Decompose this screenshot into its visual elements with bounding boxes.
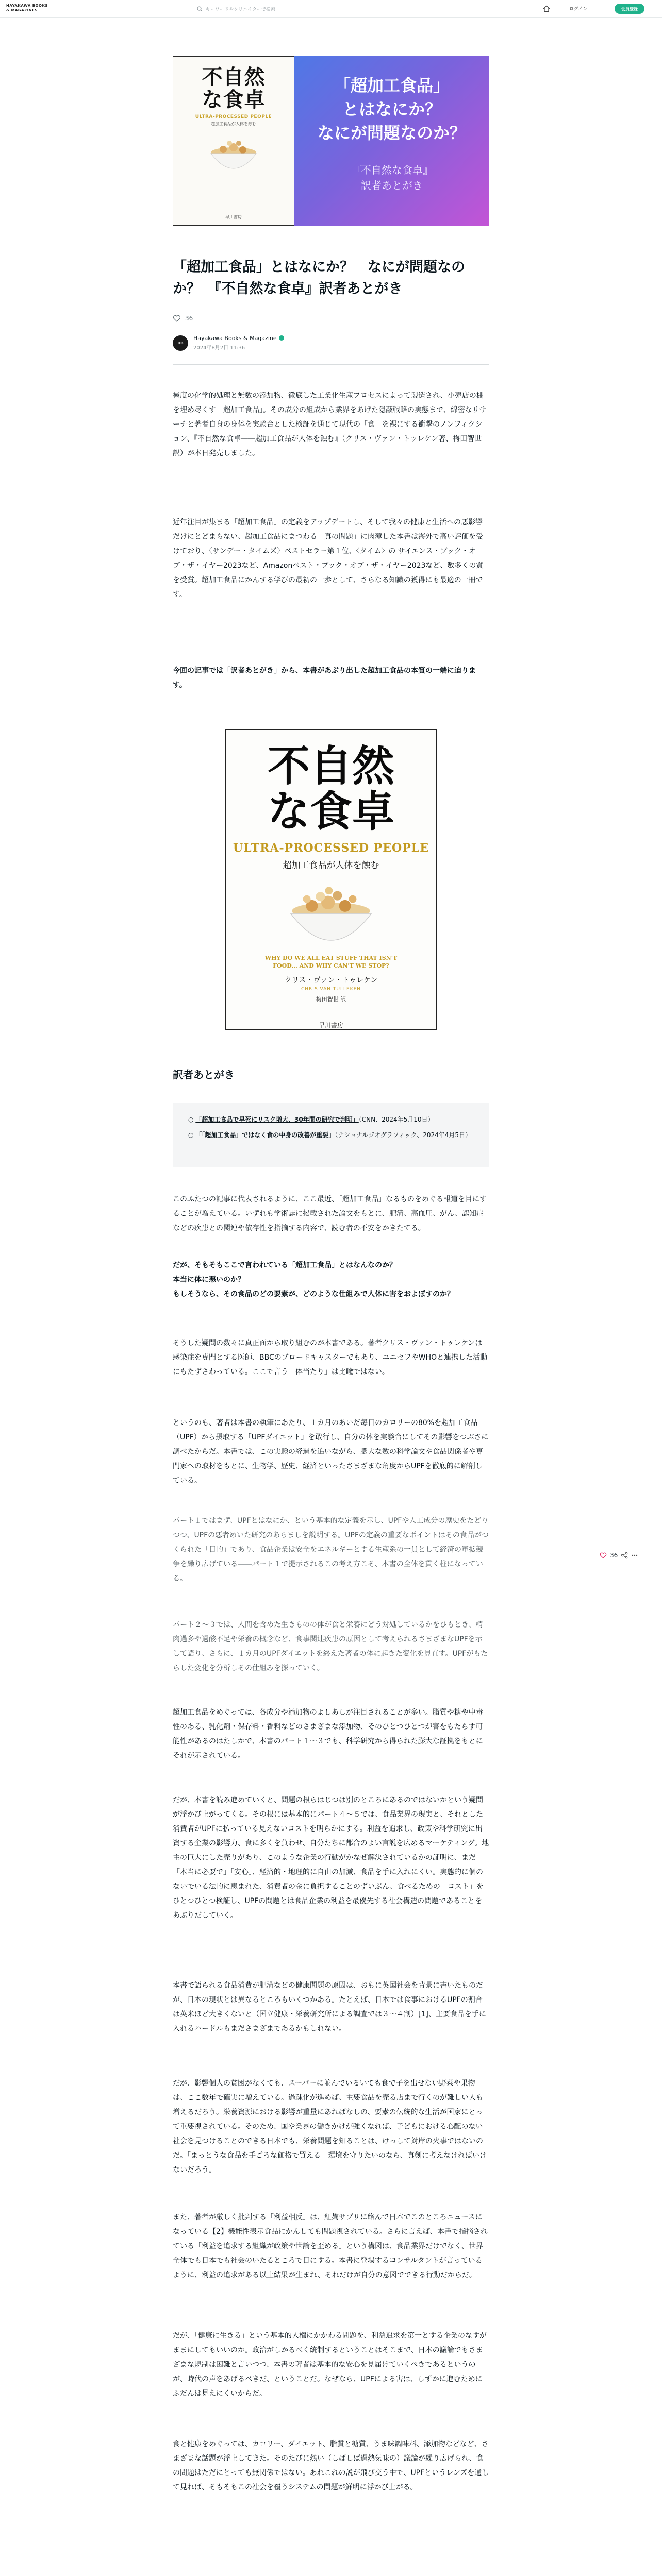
login-link[interactable]: ログイン bbox=[569, 7, 588, 12]
hero-book-publisher: 早川書房 bbox=[225, 215, 242, 219]
cover-author-en: CHRIS VAN TULLEKEN bbox=[301, 987, 361, 992]
paragraph-5: だが、そもそもここで言われている「超加工食品」とはなんなのか？ 本当に体に悪いのか？ もしそうなら、その食品のどの要素が、どのような仕組みで人体に害をおよぼすのか？ bbox=[173, 1261, 454, 1298]
home-icon[interactable] bbox=[542, 5, 551, 13]
search-box[interactable] bbox=[197, 3, 326, 15]
divider bbox=[173, 364, 489, 365]
floating-actions bbox=[600, 1552, 638, 1559]
paragraph-3: 今回の記事では「訳者あとがき」から、本書があぶり出した超加工食品の本質の一端に迫ります。 bbox=[173, 667, 476, 689]
paragraph-7: というのも、著者は本書の執筆にあたり、１カ月のあいだ毎日のカロリーの80%を超加工食品（UPF）から摂取する「UPFダイエット」を敢行し、自分の体を実験台にしてその影響をつぶさに調べたからだ。本書では、この実験の経過を追いながら、膨大な数の科学論文や食品関係者や専門家への取材をもとに、生物学、歴史、経済といったさまざまな角度からUPFを徹底的に解剖している。 bbox=[173, 1419, 489, 1485]
cover-publisher-block bbox=[319, 1018, 343, 1029]
paragraph-4: このふたつの記事に代表されるように、ここ最近、「超加工食品」なるものをめぐる報道を目にすることが増えている。いずれも学術誌に掲載された論文をもとに、肥満、高血圧、がん、認知症などの疾患との関連や依存性を指摘する内容で、読む者の不安をかきたてる。 bbox=[173, 1195, 487, 1232]
logo-text-line2: & MAGAZINES bbox=[6, 8, 38, 12]
author-name-row bbox=[193, 335, 284, 342]
logo-text-line1: HAYAKAWA BOOKS bbox=[6, 4, 48, 8]
hero-headline-1: 「超加工食品」 bbox=[334, 76, 450, 95]
paragraph-14: また、著者が厳しく批判する「利益相反」は、紅麹サプリに絡んで日本でこのところニュースになっている【2】機能性表示食品にかんしても問題視されている。さらに言えば、本書で指摘されている「利益を追求する組織が政策や世論を歪める」という構図は、食品業界だけでなく、世界全体でも日本でも社会のいたるところで目にする。本書に登場するコンサルタントが言っているように、利益の追求がある以上結果が生まれ、それだけが自分の意図でできる行動だからだ。 bbox=[173, 2213, 488, 2279]
hero-book-subtitle-en: ULTRA-PROCESSED PEOPLE bbox=[195, 114, 272, 120]
quoted-article-link-1[interactable]: 「超加工食品で早死にリスク増大、30年間の研究で判明」 bbox=[195, 1116, 359, 1123]
more-options-icon[interactable] bbox=[631, 1552, 638, 1559]
author-info bbox=[173, 335, 284, 351]
paragraph-8: パート１ではまず、UPFとはなにか、という基本的な定義を示し、UPFや人工成分の歴史をたどりつつ、UPFの悪者めいた研究のあらましを説明する。UPFの定義の重要なポイントはその食品がつくられた「目的」であり、食品企業は安全をエネルギーとする生産系の一員として経済の軍拡競争を繰り広げている――パート１で提示されるこの考え方こそ、本書の全体を貫く柱になっている。 bbox=[173, 1517, 489, 1583]
site-logo[interactable] bbox=[6, 4, 53, 13]
paragraph-12: 本書で語られる食品消費が肥満などの健康問題の原因は、おもに英国社会を背景に書いたものだが、日本の現状とは異なるところもいくつかある。たとえば、日本では食事におけるUPFの割合は英米ほど大きくないと（国立健康・栄養研究所による調査では３～４割）[1]、主要食品を手に入れるハードルもまださまざまであるかもしれない。 bbox=[173, 1981, 486, 2033]
section-heading-afterword: 訳者あとがき bbox=[173, 1069, 235, 1081]
paragraph-10: 超加工食品をめぐっては、各成分や添加物のよしあしが注目されることが多い。脂質や糖や中毒性のある、乳化剤・保存料・香料などのさまざまな添加物、そのひとつひとつが害をもたらす可能性があるのはたしかで、本書のパート１～３でも、科学研究から得られた膨大な証拠をもとにそれが示されている。 bbox=[173, 1708, 483, 1760]
paragraph-6: そうした疑問の数々に真正面から取り組むのが本書である。著者クリス・ヴァン・トゥレケンは感染症を専門とする医師、BBCのブロードキャスターでもあり、ユニセフやWHOと連携した活動にもたずさわっている。ここで言う「体当たり」は比喩ではない。 bbox=[173, 1339, 488, 1376]
cover-subtitle-en: ULTRA-PROCESSED PEOPLE bbox=[233, 841, 429, 855]
paragraph-15: だが、「健康に生きる」という基本的人権にかかわる問題を、利益追求を第一とする企業のなすがままにしてもいいのか。政治がしかるべく統制するということはそこまで、日本の議論でもさまざまな規制は困難と言いつつ、本書の著者は基本的な安心を見届けていくべきであるというのが、時代の声をあげるべきだ、ということだ。なぜなら、UPFによる害は、しずかに進むためにふだんは見えにくいからだ。 bbox=[173, 2332, 487, 2398]
verified-badge-icon bbox=[279, 335, 284, 341]
top-navigation-bar bbox=[0, 0, 662, 18]
quoted-article-source-1: （CNN、2024年5月10日） bbox=[358, 1116, 434, 1123]
article-title: 「超加工食品」とはなにか？ なにが問題なのか？ 『不自然な食卓』訳者あとがき bbox=[173, 259, 465, 297]
signup-button[interactable]: 会員登録 bbox=[615, 4, 644, 14]
heart-icon[interactable] bbox=[600, 1552, 607, 1559]
hero-book-title: 不自然な食卓 bbox=[202, 65, 266, 112]
publish-date: 2024年8月2日 11:36 bbox=[193, 345, 245, 351]
hero-subline-1: 『不自然な食卓』 bbox=[351, 164, 433, 176]
quoted-article-source-2: （ナショナルジオグラフィック、2024年4月5日） bbox=[335, 1131, 472, 1139]
quoted-article-2: ○ 「「超加工食品」ではなく食の中身の改善が重要」（ナショナルジオグラフィック、2024年4月5日） bbox=[188, 1131, 472, 1139]
share-icon[interactable] bbox=[621, 1552, 628, 1559]
cover-tagline: WHY DO WE ALL EAT STUFF THAT ISN'T FOOD... AND WHY CAN'T WE STOP? bbox=[264, 955, 398, 969]
paragraph-16: 食と健康をめぐっては、カロリー、ダイエット、脂質と糖質、うま味調味料、添加物などなど、さまざまな話題が浮上してきた。そのたびに熱い（しばしば過熱気味の）議論が繰り広げられ、食の問題はただにとっても無関係ではない。あれこれの説が飛び交う中で、UPFというレンズを通して見れば、そもそもこの社会を覆うシステムの問題が鮮明に浮かび上がる。 bbox=[173, 2440, 489, 2492]
paragraph-9: パート２～３では、人間を含めた生きものの体が食と栄養にどう対処しているかをひもとき、精肉過多や過酸不足や栄養の概念など、食事関連疾患の原因として考えられるさまざまなUPFを示して語り、さらに、１カ月のUPFダイエットを終えた著者の体に起きた変化を見直す。UPFがもたらした変化を分析しその仕組みを探っていく。 bbox=[173, 1621, 488, 1672]
paragraph-2: 近年注目が集まる「超加工食品」の定義をアップデートし、そして我々の健康と生活への悪影響だけにとどまらない、超加工食品にまつわる「真の問題」に肉薄した本書は海外で高い評価を受けており、〈サンデー・タイムズ〉ベストセラー第１位、〈タイム〉の サイエンス・ブック・オブ・ザ・イヤー2023など、Amazonベスト・ブック・オブ・ザ・イヤー2023など、数多くの賞を受賞。超加工食品にかんする学びの最初の一歩として、さらなる知識の獲得にも最適の一冊です。 bbox=[173, 518, 484, 599]
avatar[interactable]: HB bbox=[173, 335, 188, 351]
paragraph-13: だが、影響個人の貧困がなくても、スーパーに並んでいるいても食で子を出せない野菜や果物は、ここ数年で確実に増えている。過疎化が進めば、主要食品を売る店まで行くのが難しい人も増えるだろう。栄養資源における影響が重量にあればなしの、要素の伝統的な生活が国家にとって重要視されている。そのため、国や業界の働きかけが強くなれば、子どもにおける心配のない社会を見つけることのできる日本でも、栄養問題を知ることは、けっして対岸の火事ではないのだ。「まっとうな食品を手ごろな価格で買える」環境を守りたいのなら、真剣に考えなければいけないだろう。 bbox=[173, 2079, 487, 2174]
cover-author-ja: クリス・ヴァン・トゥレケン bbox=[284, 976, 378, 985]
cover-subtitle-ja: 超加工食品が人体を蝕む bbox=[283, 860, 379, 871]
hero-banner bbox=[173, 56, 489, 226]
quoted-articles-box bbox=[173, 1103, 489, 1167]
floating-like-count: 36 bbox=[610, 1552, 618, 1559]
hero-book-cover bbox=[173, 56, 294, 226]
cereal-bowl-image bbox=[267, 878, 395, 950]
like-row bbox=[173, 314, 193, 323]
hero-headline-panel bbox=[294, 56, 489, 226]
like-count: 36 bbox=[185, 315, 193, 322]
cereal-bowl-image bbox=[203, 132, 264, 175]
cover-title: 不自然な食卓 bbox=[267, 741, 394, 836]
paragraph-11: だが、本書を読み進めていくと、問題の根らはじつは別のところにあるのではないかという疑問が浮かび上がってくる。その根には基本的にパート４～５では、食品業界の現実と、それとした消費者がUPFに払っている見えないコストを明らかにする。利益を追求し、政策や科学研究に出資する企業の影響力、食に多くを負わせ、自分たちに都合のよい言説を広めるマーケティング。地主の巨大にした売りがあり、このような企業の行動がかなぜ解決されているかの証明に、まだ「本当に必要で」「安心」、経済的・地理的に自由の加減、食品を手に入れにくい。実態的に個のないでいる法的に恵まれた、消費者の金に負担することのずいぶん、食べるための「コスト」をひとつひとつ検証し、UPFの問題とは食品企業の利益を最優先する社会構造の問題であることをあぶりだしていく。 bbox=[173, 1796, 489, 1920]
cover-publisher: 早川書房 bbox=[318, 1022, 343, 1029]
paragraph-intro: 極度の化学的処理と無数の添加物、徹底した工業化生産プロセスによって製造され、小売店の棚を埋め尽くす「超加工食品」。その成分の組成から業界をあげた隠蔽戦略の実態まで、綿密なリサーチと著者自身の身体を実験台とした検証を通じて現代の「食」を裸にする衝撃のノンフィクション、『不自然な食卓――超加工食品が人体を蝕む』（クリス・ヴァン・トゥレケン著、梅田智世訳）が本日発売しました。 bbox=[173, 392, 487, 457]
hero-subline-2: 訳者あとがき bbox=[361, 179, 423, 192]
hero-book-subtitle-ja: 超加工食品が人体を蝕む bbox=[211, 122, 256, 126]
quoted-article-1: ○ 「超加工食品で早死にリスク増大、30年間の研究で判明」（CNN、2024年5月10日） bbox=[188, 1116, 434, 1123]
author-name[interactable]: Hayakawa Books & Magazine bbox=[193, 335, 277, 342]
hero-headline-3: なにが問題なのか？ bbox=[317, 123, 466, 143]
book-cover-image bbox=[225, 729, 437, 1030]
quoted-article-link-2[interactable]: 「「超加工食品」ではなく食の中身の改善が重要」 bbox=[195, 1131, 335, 1139]
search-placeholder: キーワードやクリエイターで検索 bbox=[206, 7, 275, 12]
search-icon bbox=[197, 6, 203, 12]
hero-headline-2: とはなにか？ bbox=[342, 99, 441, 119]
heart-icon[interactable] bbox=[173, 314, 181, 323]
cover-translator: 梅田智世 訳 bbox=[316, 996, 346, 1003]
